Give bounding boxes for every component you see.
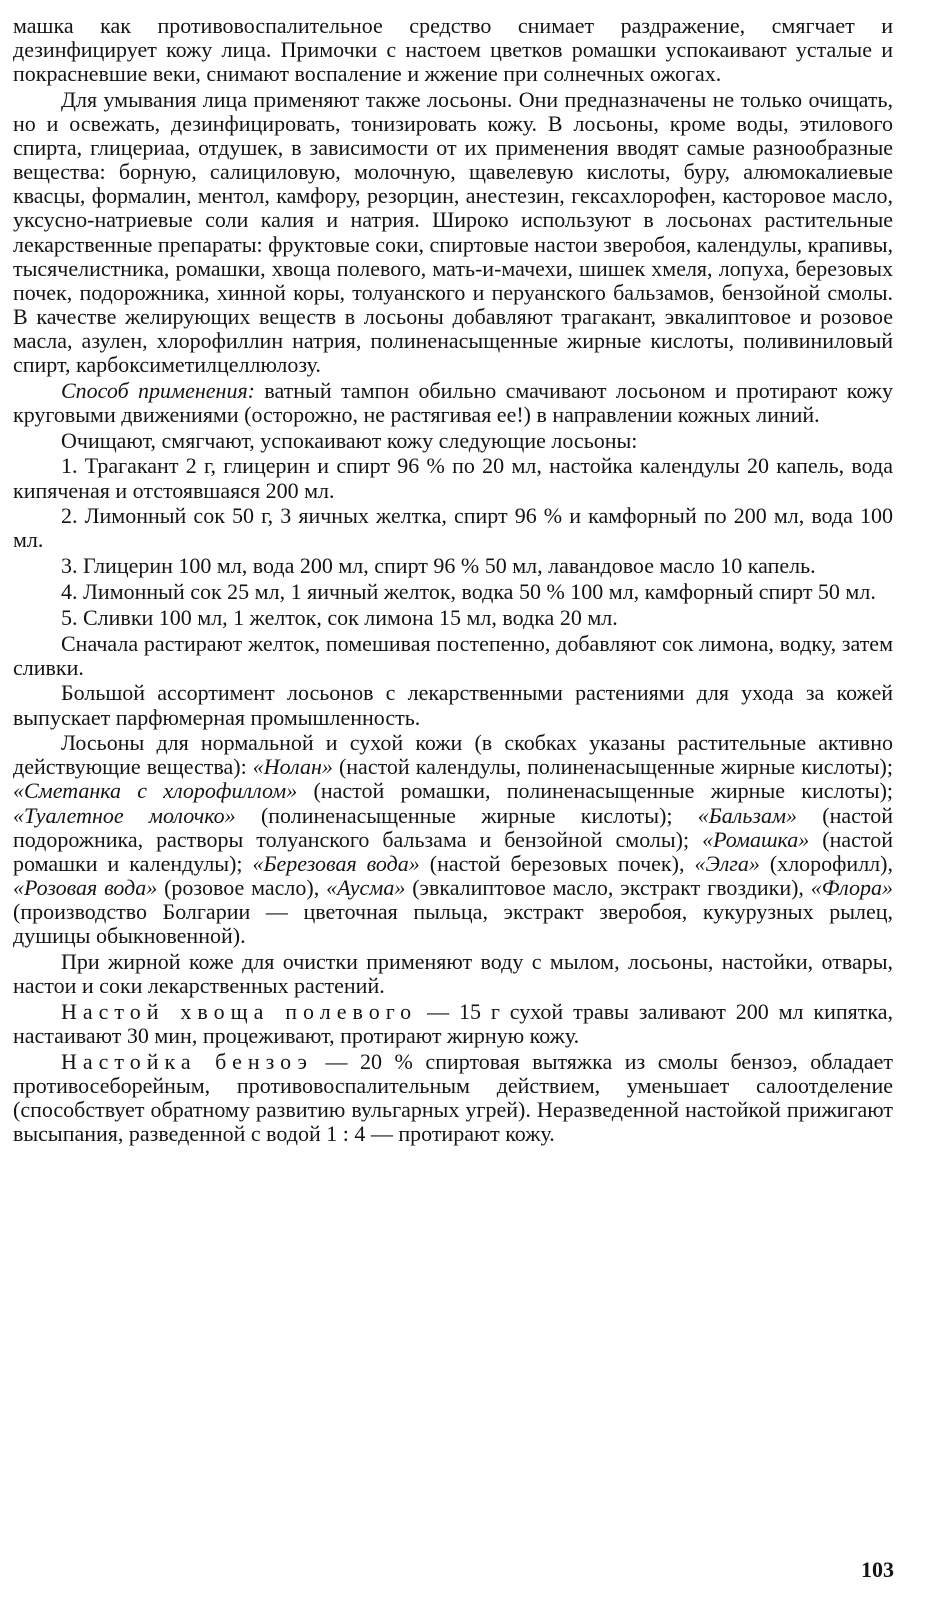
- recipe-1: 1. Трагакант 2 г, глицерин и спирт 96 % по 20 мл, настойка календулы 20 капель, вода кипяченая и отстоявшаяся 200 мл.: [13, 453, 893, 503]
- recipe-5: 5. Сливки 100 мл, 1 желток, сок лимона 15 мл, водка 20 мл.: [61, 604, 618, 630]
- recipe-3: 3. Глицерин 100 мл, вода 200 мл, спирт 96 % 50 мл, лавандовое масло 10 капель.: [61, 553, 816, 579]
- paragraph-benzoin: [13, 1050, 893, 1146]
- brand-ausma: «Аусма»: [326, 874, 406, 900]
- brands-text-h: (хлорофилл),: [759, 850, 893, 876]
- brands-text-f: (настой ромашки и календулы);: [13, 826, 894, 876]
- brands-text-i: (розовое масло),: [157, 874, 327, 900]
- benzoin-text: — 20 % спиртовая вытяжка из смолы бензоэ, обладает противосеборейным, противовоспалительным действием, уменьшает салоотделение (способствует обратному развитию вульгарных угрей). Неразведенной настойкой прижигают высыпания, разведенной с водой 1 : 4 — протирают кожу.: [13, 1048, 893, 1146]
- brand-smetanka: «Сметанка с хлорофиллом»: [13, 778, 298, 804]
- brand-birch-water: «Березовая вода»: [252, 850, 420, 876]
- paragraph-chamomile: машка как противовоспалительное средство снимает раздражение, смягчает и дезинфицирует кожу лица. Примочки с настоем цветков ромашки успокаивают усталые и покрасневшие веки, снимают воспаление и жжение при солнечных ожогах.: [13, 13, 893, 87]
- brand-romashka: «Ромашка»: [702, 826, 810, 852]
- paragraph-horsetail: [13, 1000, 893, 1048]
- brands-text-c: (настой ромашки, полиненасыщенные жирные кислоты);: [297, 778, 894, 804]
- brands-text-j: (эвкалиптовое масло, экстракт гвоздики),: [405, 874, 811, 900]
- brand-elga: «Элга»: [694, 850, 760, 876]
- application-method-label: Способ применения:: [61, 377, 255, 403]
- paragraph-lotion-brands: [13, 731, 893, 948]
- brand-nolan: «Нолан»: [252, 754, 333, 780]
- paragraph-recipes-heading: Очищают, смягчают, успокаивают кожу следующие лосьоны:: [61, 427, 638, 453]
- paragraph-application-method: [13, 379, 893, 427]
- paragraph-preparation: Сначала растирают желток, помешивая постепенно, добавляют сок лимона, водку, затем сливки.: [13, 630, 893, 680]
- recipe-4: 4. Лимонный сок 25 мл, 1 яичный желток, водка 50 % 100 мл, камфорный спирт 50 мл.: [61, 578, 876, 604]
- brands-text-a: Лосьоны для нормальной и сухой кожи (в скобках указаны растительные активно действующие вещества):: [13, 730, 893, 780]
- brands-text-g: (настой березовых почек),: [419, 850, 695, 876]
- horsetail-text: — 15 г сухой травы заливают 200 мл кипятка, настаивают 30 мин, процеживают, протирают жирную кожу.: [13, 998, 893, 1048]
- page-body: [13, 14, 893, 1148]
- horsetail-term: Настой хвоща полевого: [61, 998, 418, 1024]
- paragraph-lotions-intro: Для умывания лица применяют также лосьоны. Они предназначены не только очищать, но и освежать, дезинфицировать, тонизировать кожу. В лосьоны, кроме воды, этилового спирта, глицериаа, отдушек, в зависимости от их применения вводят самые разнообразные вещества: борную, салициловую, молочную, щавелевую кислоты, буру, алюмокалиевые квасцы, формалин, ментол, камфору, резорцин, анестезин, гексахлорофен, касторовое масло, уксусно-натриевые соли калия и натрия. Широко используют в лосьонах растительные лекарственные препараты: фруктовые соки, спиртовые настои зверобоя, календулы, крапивы, тысячелистника, ромашки, хвоща полевого, мать-и-мачехи, шишек хмеля, лопуха, березовых почек, подорожника, хинной коры, толуанского и перуанского бальзамов, бензойной смолы. В качестве желирующих веществ в лосьоны добавляют трагакант, эвкалиптовое и розовое масла, азулен, хлорофиллин натрия, полиненасыщенные жирные кислоты, поливиниловый спирт, карбоксиметилцеллюлозу.: [13, 86, 893, 377]
- brands-text-d: (полиненасыщенные жирные кислоты);: [235, 802, 698, 828]
- application-method-text: ватный тампон обильно смачивают лосьоном и протирают кожу круговыми движениями (осторожно, не растягивая ее!) в направлении кожных линий.: [13, 377, 893, 427]
- brand-toilet-milk: «Туалетное молочко»: [13, 802, 236, 828]
- recipe-2: 2. Лимонный сок 50 г, 3 яичных желтка, спирт 96 % и камфорный по 200 мл, вода 100 мл.: [13, 503, 893, 553]
- brand-balsam: «Бальзам»: [697, 802, 797, 828]
- brands-text-k: (производство Болгарии — цветочная пыльца, экстракт зверобоя, кукурузных рылец, душицы обыкновенной).: [13, 898, 893, 949]
- paragraph-oily-skin: При жирной коже для очистки применяют воду с мылом, лосьоны, настойки, отвары, настои и соки лекарственных растений.: [13, 948, 893, 998]
- paragraph-assortment: Большой ассортимент лосьонов с лекарственными растениями для ухода за кожей выпускает парфюмерная промышленность.: [13, 680, 893, 730]
- brands-text-e: (настой подорожника, растворы толуанского бальзама и бензойной смолы);: [13, 802, 893, 852]
- benzoin-term: Настойка бензоэ: [61, 1048, 313, 1074]
- brands-text-b: (настой календулы, полиненасыщенные жирные кислоты);: [332, 754, 893, 780]
- brand-flora: «Флора»: [810, 874, 894, 900]
- brand-rose-water: «Розовая вода»: [13, 874, 158, 900]
- page-number: 103: [861, 1557, 894, 1582]
